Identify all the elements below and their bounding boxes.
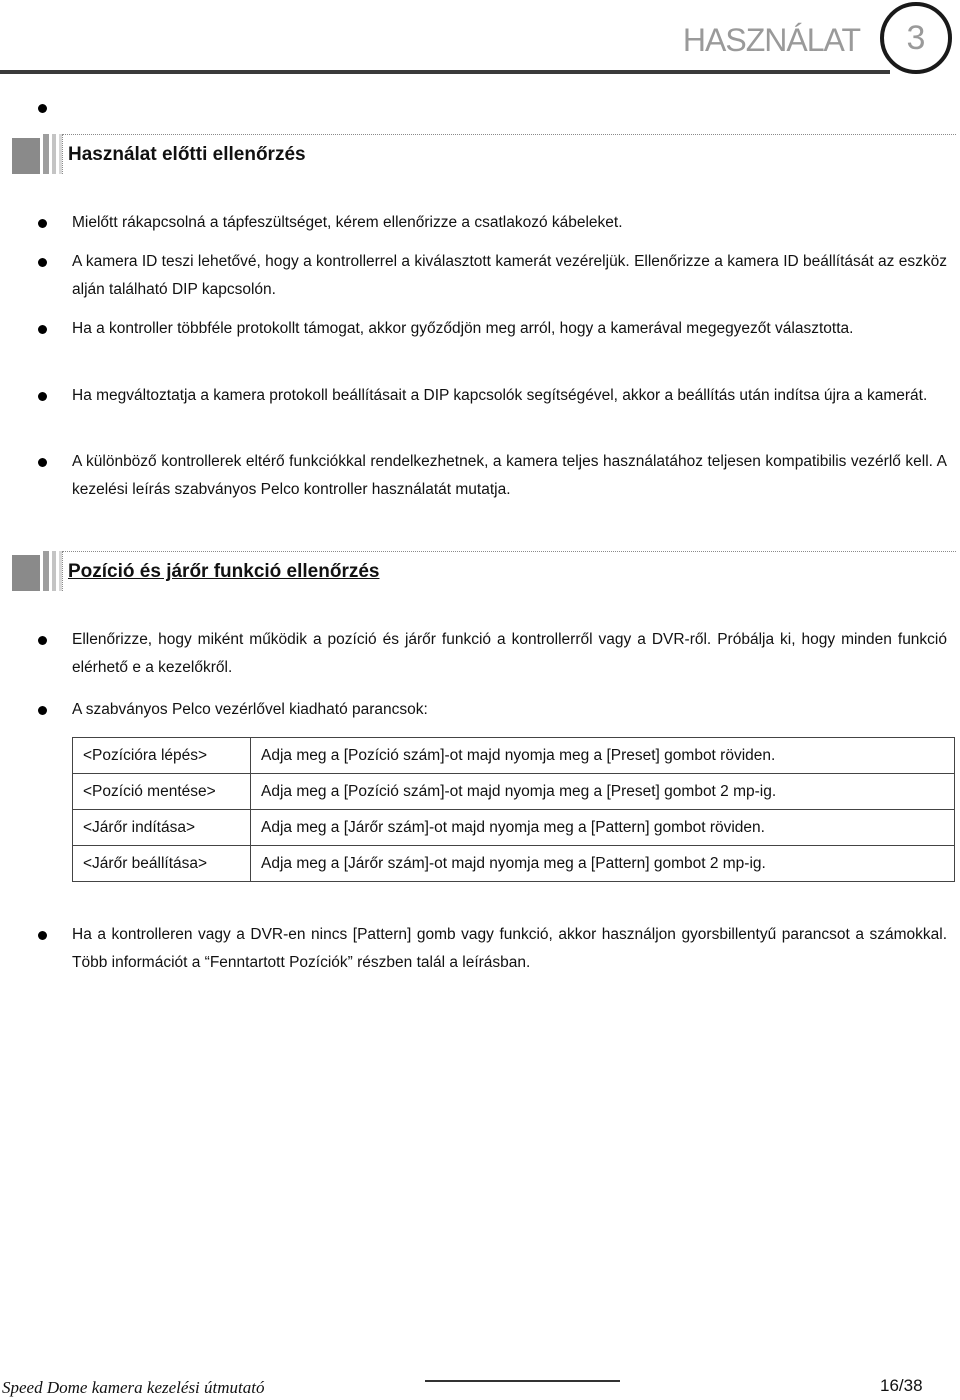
section-header-pre-use-check xyxy=(12,134,956,174)
list-item: Ha a kontrolleren vagy a DVR-en nincs [Pattern] gomb vagy funkció, akkor használjon gyorsbillentyű parancsot a számokkal. Több információt a “Fenntartott Pozíciók” részben talál a leírásban. xyxy=(72,926,947,971)
empty-bullet-icon xyxy=(38,104,47,113)
bullet-icon xyxy=(38,392,47,401)
description-cell: Adja meg a [Pozíció szám]-ot majd nyomja meg a [Preset] gombot 2 mp-ig. xyxy=(251,774,955,810)
section-bars-icon xyxy=(12,134,62,174)
list-item: A különböző kontrollerek eltérő funkciókkal rendelkezhetnek, a kamera teljes használatához teljesen kompatibilis vezérlő kell. A kezelési leírás szabványos Pelco kontroller használatát mutatja. xyxy=(72,453,947,498)
command-cell: <Járőr indítása> xyxy=(73,810,251,846)
list-item: A szabványos Pelco vezérlővel kiadható parancsok: xyxy=(72,701,428,718)
table-row xyxy=(73,774,955,810)
bullet-icon xyxy=(38,258,47,267)
list-item: Ha a kontroller többféle protokollt támogat, akkor győződjön meg arról, hogy a kamerával megegyezőt választotta. xyxy=(72,320,854,337)
footer-manual-title: Speed Dome kamera kezelési útmutató xyxy=(2,1378,265,1397)
header-rule xyxy=(0,70,890,74)
description-cell: Adja meg a [Járőr szám]-ot majd nyomja meg a [Pattern] gombot röviden. xyxy=(251,810,955,846)
bullet-icon xyxy=(38,636,47,645)
description-cell: Adja meg a [Járőr szám]-ot majd nyomja meg a [Pattern] gombot 2 mp-ig. xyxy=(251,846,955,882)
pelco-command-table xyxy=(72,737,955,882)
section-title: Használat előtti ellenőrzés xyxy=(68,144,306,165)
description-cell: Adja meg a [Pozíció szám]-ot majd nyomja meg a [Preset] gombot röviden. xyxy=(251,738,955,774)
list-item: Mielőtt rákapcsolná a tápfeszültséget, kérem ellenőrizze a csatlakozó kábeleket. xyxy=(72,214,623,231)
command-cell: <Pozíció mentése> xyxy=(73,774,251,810)
list-item: A kamera ID teszi lehetővé, hogy a kontrollerrel a kiválasztott kamerát vezéreljük. Ellenőrizze a kamera ID beállítását az eszköz alján található DIP kapcsolón. xyxy=(72,253,947,298)
table-row xyxy=(73,810,955,846)
table-row xyxy=(73,846,955,882)
section-title: Pozíció és járőr funkció ellenőrzés xyxy=(68,561,380,582)
table-row xyxy=(73,738,955,774)
bullet-icon xyxy=(38,706,47,715)
header-title: HASZNÁLAT xyxy=(682,22,860,58)
command-cell: <Pozícióra lépés> xyxy=(73,738,251,774)
bullet-icon xyxy=(38,325,47,334)
list-item: Ellenőrizze, hogy miként működik a pozíció és járőr funkció a kontrollerről vagy a DVR-ről. Próbálja ki, hogy minden funkció elérhető e a kezelőkről. xyxy=(72,631,947,676)
section-header-position-pattern-check xyxy=(12,551,956,591)
list-item: Ha megváltoztatja a kamera protokoll beállításait a DIP kapcsolók segítségével, akkor a beállítás után indítsa újra a kamerát. xyxy=(72,387,928,404)
bullet-icon xyxy=(38,219,47,228)
page-number: 16/38 xyxy=(880,1376,923,1395)
section-bars-icon xyxy=(12,551,62,591)
command-cell: <Járőr beállítása> xyxy=(73,846,251,882)
bullet-icon xyxy=(38,931,47,940)
chapter-number-badge: 3 xyxy=(880,2,952,74)
footer-rule xyxy=(425,1380,620,1382)
bullet-icon xyxy=(38,458,47,467)
